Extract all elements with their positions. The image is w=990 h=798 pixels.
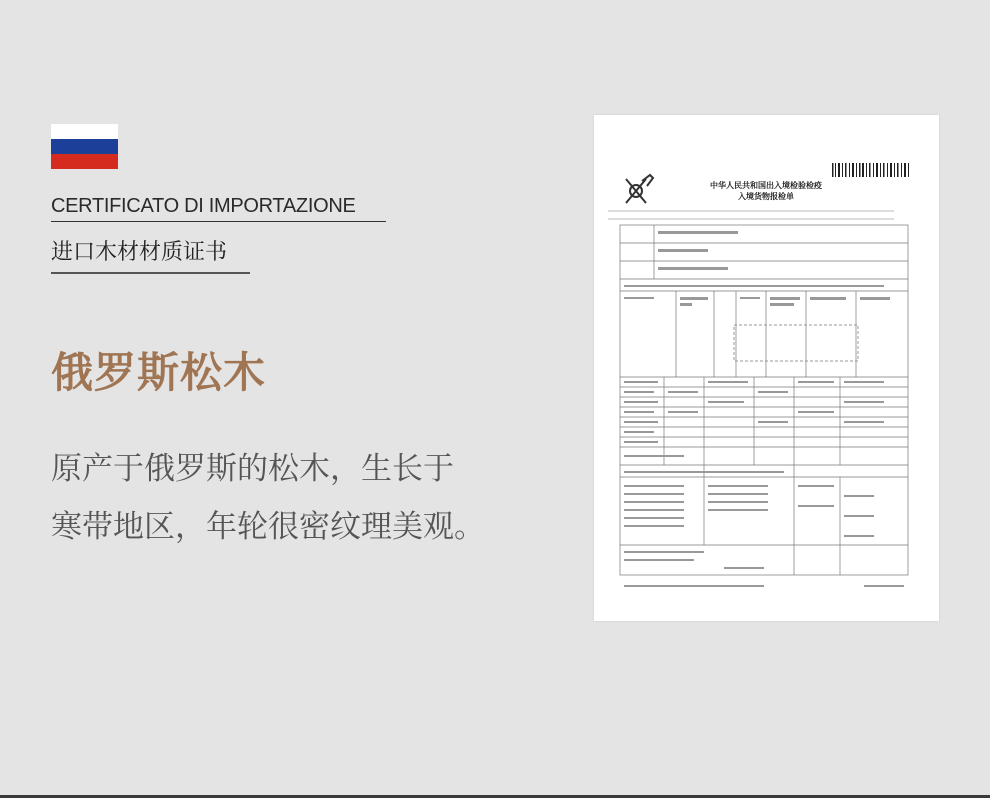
description-line: 寒带地区，年轮很密纹理美观。 [51, 509, 485, 545]
document-heading: 中华人民共和国出入境检验检疫 [710, 181, 822, 190]
description-line: 原产于俄罗斯的松木，生长于 [51, 451, 454, 487]
product-description [51, 440, 485, 556]
inspection-certificate-image [594, 115, 939, 621]
divider [51, 221, 386, 222]
certificate-scan [594, 115, 939, 621]
certificate-title-chinese: 进口木材材质证书 [51, 240, 228, 265]
divider [51, 272, 250, 274]
barcode-icon [832, 163, 909, 177]
certificate-title-english: CERTIFICATO DI IMPORTAZIONE [51, 195, 356, 217]
russia-flag-icon [51, 124, 118, 169]
customs-emblem-icon [626, 175, 653, 203]
stamp [734, 325, 858, 361]
document-text [624, 231, 904, 587]
document-subheading: 入境货物报检单 [738, 192, 794, 201]
form-table [620, 225, 908, 575]
product-headline: 俄罗斯松木 [51, 348, 267, 397]
